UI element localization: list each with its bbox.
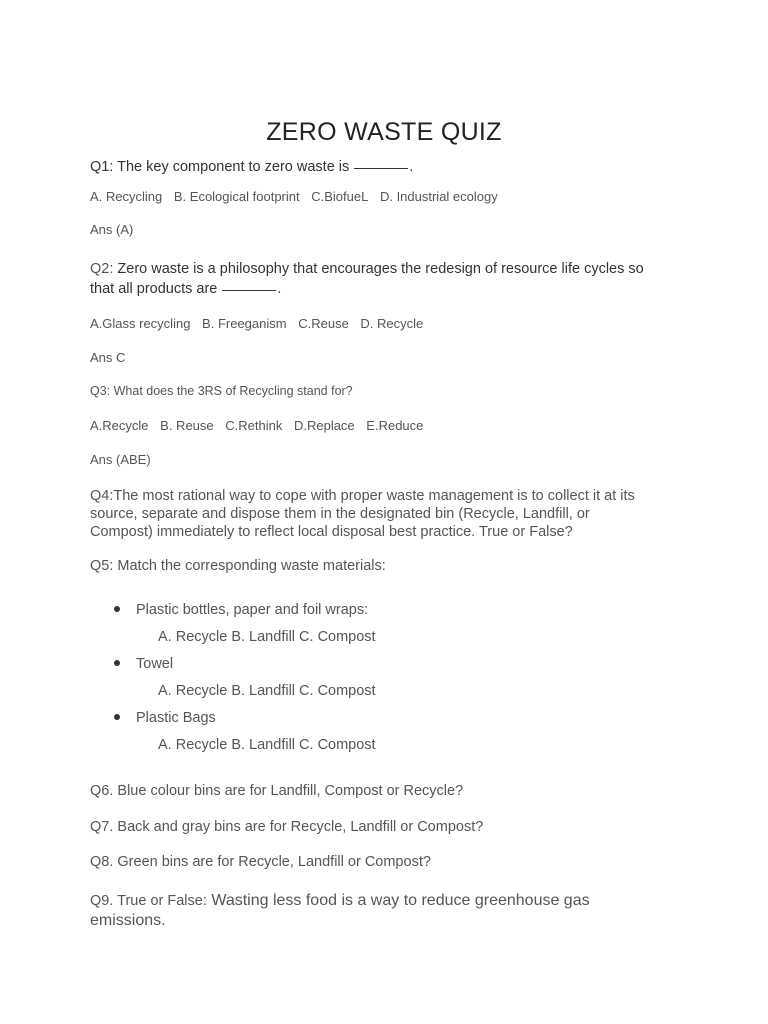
match-item-2: Towel [136,656,174,672]
question-1-label: Q1 [90,159,110,175]
option-c: C.Reuse [298,316,349,331]
option-e: E.Reduce [366,418,424,433]
match-item-1: Plastic bottles, paper and foil wraps: [136,602,369,618]
option-b: B. Reuse [160,418,214,433]
answer-blank [354,168,408,169]
answer-blank [222,290,276,291]
question-2-text-line2: that all products are [90,281,218,297]
bullet-icon [114,602,124,612]
option-c: C.Rethink [225,418,283,433]
option-d: D. Industrial ecology [379,189,498,204]
question-9-line1: Wasting less food is a way to reduce greenhouse gas [211,892,590,909]
option-b: B. Ecological footprint [173,189,300,204]
option-d: D. Recycle [360,316,424,331]
question-4-line1: Q4:The most rational way to cope with proper waste management is to collect it at its [90,488,635,504]
page-title: ZERO WASTE QUIZ [266,118,502,146]
question-4-line3: Compost) immediately to reflect local disposal best practice. True or False? [90,524,573,540]
question-1 [90,159,680,175]
question-9-line2: emissions. [90,912,166,929]
question-2-answer: Ans C [90,350,126,365]
option-a: A.Glass recycling [90,316,191,331]
question-4-line2: source, separate and dispose them in the designated bin (Recycle, Landfill, or [90,506,590,522]
question-7: Q7. Back and gray bins are for Recycle, Landfill or Compost? [90,819,484,835]
bullet-icon [114,710,124,720]
question-2 [90,259,680,299]
question-9 [90,891,690,931]
question-3-answer: Ans (ABE) [90,452,151,467]
match-item-1-choices: A. Recycle B. Landfill C. Compost [158,629,376,645]
option-d: D.Replace [293,418,355,433]
question-2-label: Q2: [90,261,114,277]
question-1-suffix: . [409,159,414,175]
question-6: Q6. Blue colour bins are for Landfill, Compost or Recycle? [90,783,464,799]
match-item-3: Plastic Bags [136,710,216,726]
question-2-options [90,316,680,331]
bullet-icon [114,656,124,666]
question-8: Q8. Green bins are for Recycle, Landfill or Compost? [90,854,431,870]
option-b: B. Freeganism [202,316,287,331]
question-2-text-line1: Zero waste is a philosophy that encourages the redesign of resource life cycles so [117,261,644,277]
question-1-answer: Ans (A) [90,222,134,237]
option-a: A. Recycling [90,189,163,204]
match-item-3-choices: A. Recycle B. Landfill C. Compost [158,737,376,753]
question-4 [90,487,690,541]
question-1-options [90,189,680,204]
question-1-text: : The key component to zero waste is [109,159,350,175]
question-3: Q3: What does the 3RS of Recycling stand for? [90,384,353,398]
question-3-options [90,418,680,433]
question-2-suffix: . [277,281,282,297]
option-c: C.BiofueL [311,189,369,204]
match-item-2-choices: A. Recycle B. Landfill C. Compost [158,683,376,699]
option-a: A.Recycle [90,418,149,433]
question-9-prefix: Q9. True or False: [90,893,207,909]
question-5: Q5: Match the corresponding waste materials: [90,558,386,574]
